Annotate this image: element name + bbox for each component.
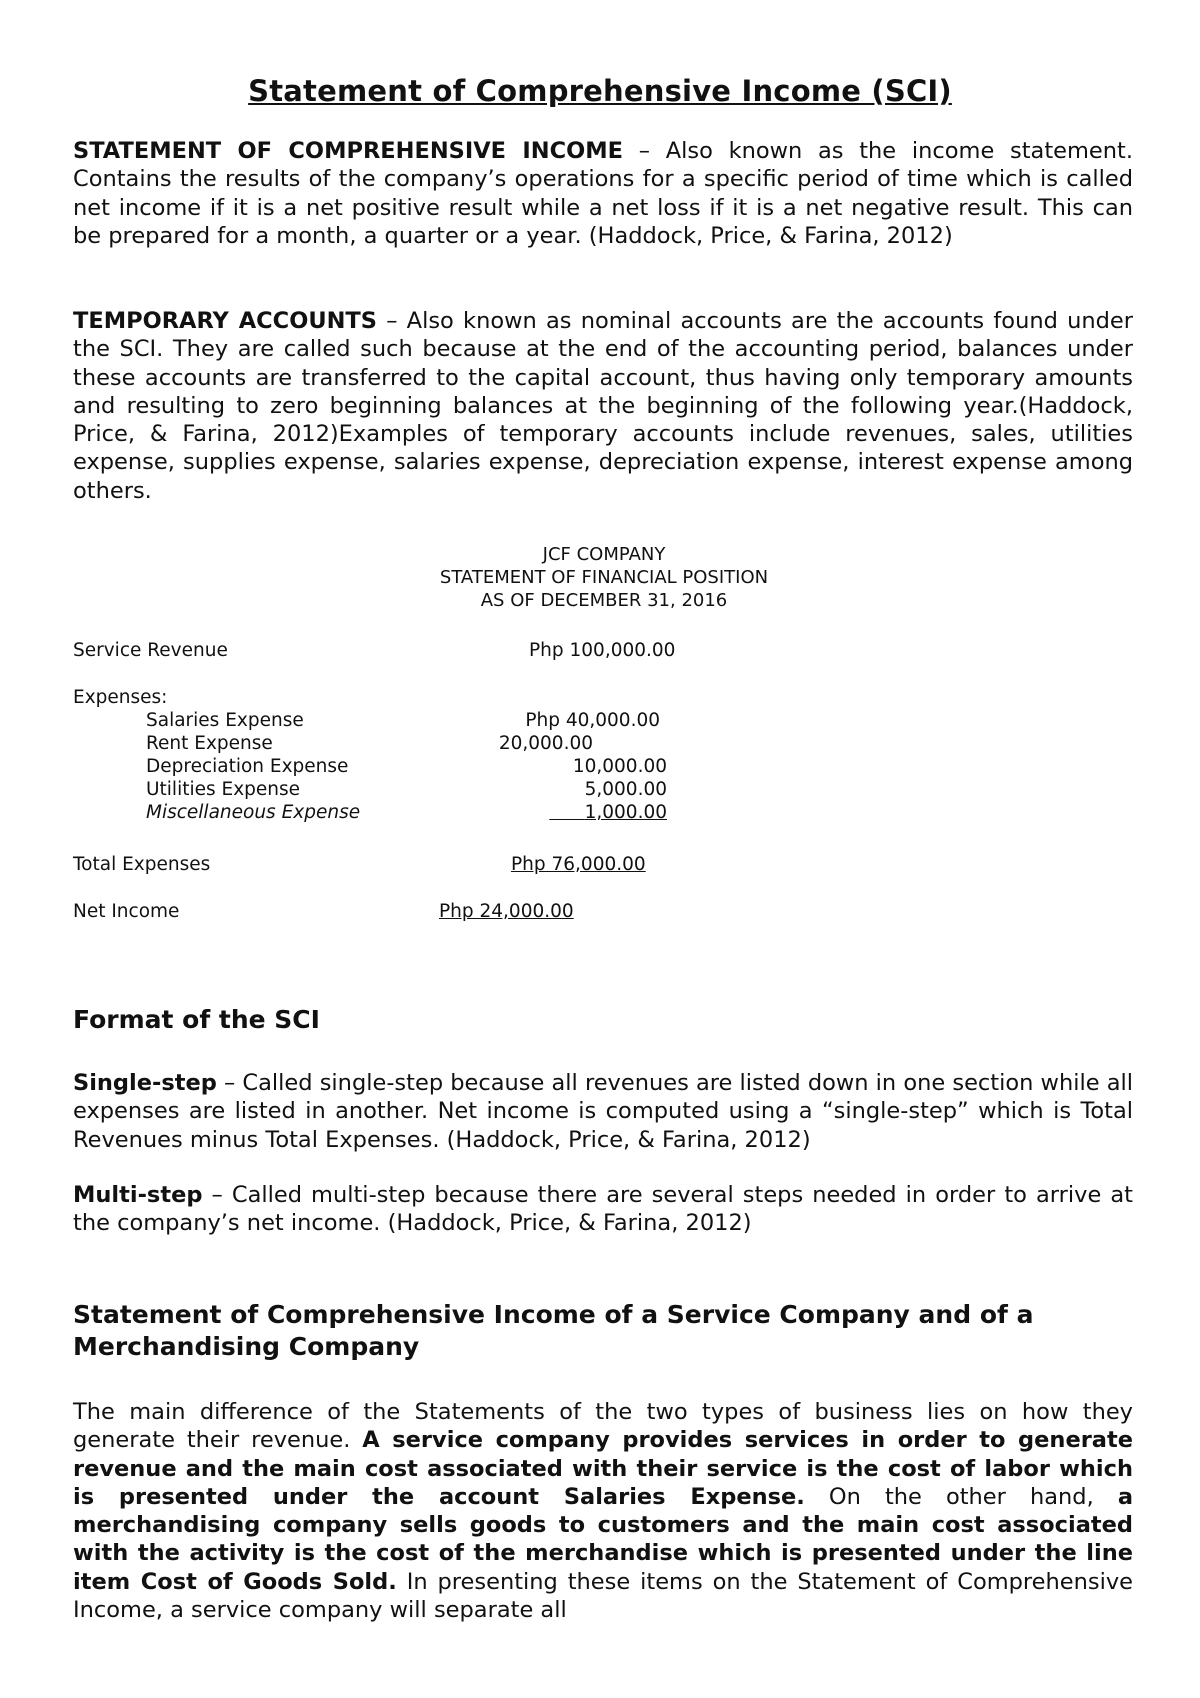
multi-step-definition [73, 1181, 1133, 1238]
sci-term: STATEMENT OF COMPREHENSIVE INCOME [73, 138, 624, 164]
temp-term: TEMPORARY ACCOUNTS [73, 308, 377, 334]
statement-name: STATEMENT OF FINANCIAL POSITION [439, 567, 769, 588]
expense-label: Rent Expense [146, 733, 273, 754]
page-title: Statement of Comprehensive Income (SCI) [248, 74, 952, 108]
service-revenue-value: Php 100,000.00 [529, 640, 676, 661]
expense-value: Php 40,000.00 [525, 710, 660, 731]
expenses-label: Expenses: [73, 687, 168, 708]
temporary-accounts-definition [73, 307, 1133, 505]
sci-definition [73, 137, 1133, 250]
multi-step-term: Multi-step [73, 1182, 203, 1208]
expense-label: Utilities Expense [146, 779, 301, 800]
sci-text: – Also known as the income statement. Contains the results of the company’s operations for a specific period of time which is called net income if it is a net positive result while a net loss if it is a net negative result. This can be prepared for a month, a quarter or a year. (Haddock, Price, & Farina, 2012) [73, 138, 1133, 249]
expense-value: 20,000.00 [498, 733, 593, 754]
expense-value: 5,000.00 [584, 779, 667, 800]
multi-step-text: – Called multi-step because there are several steps needed in order to arrive at the company’s net income. (Haddock, Price, & Farina, 2012) [73, 1182, 1133, 1237]
expense-value: 10,000.00 [572, 756, 667, 777]
format-heading: Format of the SCI [73, 1005, 320, 1034]
single-step-definition [73, 1069, 1133, 1154]
total-expenses-label: Total Expenses [73, 854, 211, 875]
expense-label: Miscellaneous Expense [146, 802, 361, 823]
comparison-heading: Statement of Comprehensive Income of a Service Company and of a Merchandising Company [73, 1300, 1034, 1361]
service-revenue-label: Service Revenue [73, 640, 228, 661]
comparison-paragraph: The main difference of the Statements of the two types of business lies on how they generate their revenue. A service company provides services in order to generate revenue and the main cost associated with their service is the cost of labor which is presented under the account Salaries Expense. On the other hand, a merchandising company sells goods to customers and the main cost associated with the activity is the cost of the merchandise which is presented under the line item Cost of Goods Sold. In presenting these items on the Statement of Comprehensive Income, a service company will separate all [73, 1399, 1133, 1624]
temp-text: – Also known as nominal accounts are the accounts found under the SCI. They are called such because at the end of the accounting period, balances under these accounts are transferred to the capital account, thus having only temporary amounts and resulting to zero beginning balances at the beginning of the following year.(Haddock, Price, & Farina, 2012)Examples of temporary accounts include revenues, sales, utilities expense, supplies expense, salaries expense, depreciation expense, interest expense among others. [73, 308, 1133, 504]
expense-value: 1,000.00 [584, 802, 667, 823]
expense-label: Depreciation Expense [146, 756, 349, 777]
net-income-label: Net Income [73, 901, 180, 922]
statement-date: AS OF DECEMBER 31, 2016 [480, 590, 728, 611]
net-income-value: Php 24,000.00 [439, 901, 574, 922]
single-step-term: Single-step [73, 1070, 217, 1096]
single-step-text: – Called single-step because all revenues are listed down in one section while all expenses are listed in another. Net income is computed using a “single-step” which is Total Revenues minus Total Expenses. (Haddock, Price, & Farina, 2012) [73, 1070, 1134, 1153]
expense-label: Salaries Expense [146, 710, 304, 731]
total-expenses-value: Php 76,000.00 [511, 854, 646, 875]
statement-company: JCF COMPANY [542, 544, 666, 565]
